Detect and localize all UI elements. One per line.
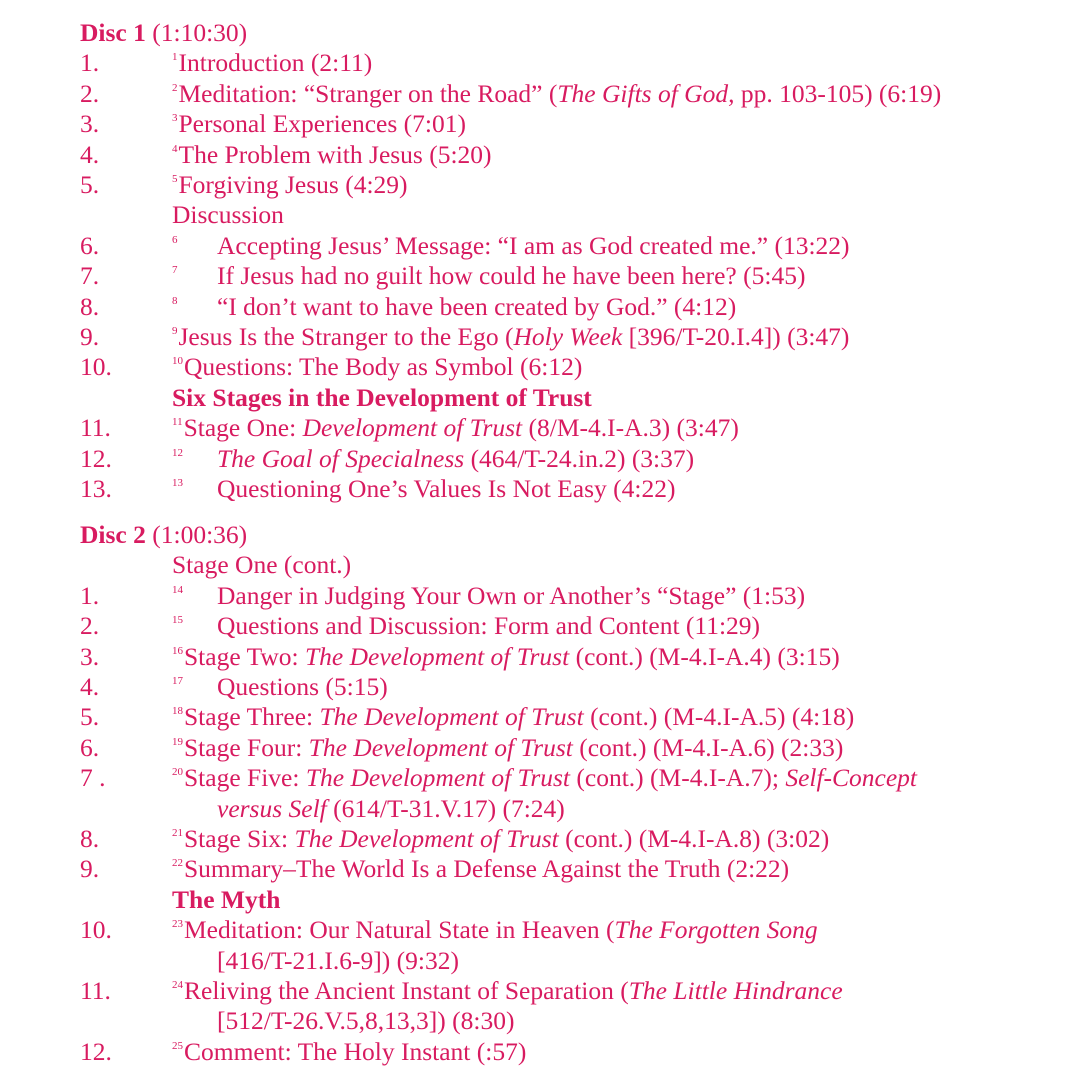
disc-header-label [80,18,247,48]
track-row [80,976,1060,1006]
track-continuation [80,1006,1060,1036]
italic-title: The Development of Trust [305,641,570,671]
track-number: 2. [80,611,100,641]
section-heading [80,885,1060,915]
italic-title: The Goal of Specialness [217,443,465,473]
disc-duration: (1:00:36) [152,520,248,549]
text-segment: Meditation: Our Natural State in Heaven ( [184,915,615,945]
track-row [80,444,1060,474]
track-row [80,170,1060,200]
track-number: 6. [80,230,100,260]
text-segment: (cont.) (M-4.I-A.8) (3:02) [558,824,830,853]
text-segment: Questioning One’s Values Is Not Easy (4:22) [217,474,676,503]
track-index: 9 [172,325,178,337]
text-segment: Jesus Is the Stranger to the Ego ( [178,322,514,351]
track-row [80,352,1060,382]
disc-title: Disc 1 [80,18,146,47]
track-number: 1. [80,48,100,78]
track-continuation [80,946,1060,976]
track-number: 7. [80,261,100,291]
track-number: 12. [80,443,112,473]
track-number: 10. [80,352,112,382]
text-segment: Questions (5:15) [217,672,388,701]
text-segment: Comment: The Holy Instant (:57) [184,1036,527,1066]
track-row [80,763,1060,793]
disc-header [80,18,1060,48]
text-segment: Stage Five: [184,763,306,793]
text-segment: [512/T-26.V.5,8,13,3]) (8:30) [217,1006,515,1036]
track-index: 21 [172,827,183,839]
text-segment: Stage Six: [184,824,295,853]
italic-title: versus Self [217,793,327,823]
track-row [80,231,1060,261]
track-title [172,474,675,509]
track-number: 9. [80,854,100,884]
track-number: 4. [80,672,100,701]
track-index: 12 [172,446,183,459]
track-number: 2. [80,78,100,108]
track-index: 13 [172,477,183,489]
track-index: 10 [172,355,183,368]
track-row [80,702,1060,732]
text-segment: [396/T-20.I.4]) (3:47) [622,322,850,351]
track-row [80,824,1060,854]
track-number: 7 . [80,763,106,793]
track-index: 25 [172,1039,183,1052]
track-title-continued [217,946,459,976]
track-title-continued [217,794,565,824]
track-number: 3. [80,109,100,139]
track-index: 23 [172,918,183,931]
track-index: 17 [172,675,183,687]
text-segment: (464/T-24.in.2) (3:37) [464,443,695,473]
disc-title: Disc 2 [80,520,146,549]
text-segment: Personal Experiences (7:01) [178,109,466,139]
track-index: 11 [172,416,183,429]
subheading [80,550,1060,580]
track-number: 10. [80,915,112,945]
text-segment: (cont.) (M-4.I-A.6) (2:33) [572,732,844,762]
track-index: 22 [172,857,183,870]
text-segment: Introduction (2:11) [178,48,373,78]
track-number: 8. [80,291,100,321]
text-segment: Questions: The Body as Symbol (6:12) [184,352,583,382]
track-index: 1 [172,51,178,64]
disc-duration: (1:10:30) [152,18,248,47]
track-number: 8. [80,824,100,853]
track-row [80,733,1060,763]
track-index: 6 [172,233,178,246]
track-continuation [80,794,1060,824]
track-row [80,48,1060,78]
track-row [80,915,1060,945]
track-row [80,140,1060,170]
track-index: 16 [172,644,183,657]
track-index: 8 [172,294,178,307]
track-number: 12. [80,1036,112,1066]
track-index: 20 [172,766,183,779]
text-segment: If Jesus had no guilt how could he have been here? (5:45) [217,261,806,291]
text-segment: Stage Three: [184,702,320,732]
track-number: 5. [80,702,100,732]
italic-title: The Development of Trust [319,702,584,732]
track-row [80,1037,1060,1067]
italic-title: The Development of Trust [294,824,559,853]
italic-title: The Development of Trust [305,763,571,793]
text-segment: (614/T-31.V.17) (7:24) [326,793,565,823]
track-index: 14 [172,583,183,596]
track-row [80,672,1060,702]
subheading-text: Discussion [172,200,284,230]
text-segment: Stage Two: [184,641,305,671]
track-index: 15 [172,614,183,627]
track-index: 2 [172,81,178,94]
subheading-text: Stage One (cont.) [172,550,352,580]
track-index: 7 [172,264,178,277]
track-index: 19 [172,735,183,748]
text-segment: Meditation: “Stranger on the Road” ( [178,78,558,108]
italic-title: The Forgotten Song [614,915,818,945]
text-segment: “I don’t want to have been created by God.” (4:12) [217,291,737,321]
text-segment: (cont.) (M-4.I-A.4) (3:15) [569,641,840,671]
track-row [80,413,1060,443]
italic-title: The Little Hindrance [628,976,843,1005]
track-number: 1. [80,580,100,610]
section-heading-text: Six Stages in the Development of Trust [172,382,592,412]
text-segment: [416/T-21.I.6-9]) (9:32) [217,945,459,975]
track-row [80,474,1060,504]
text-segment: Summary–The World Is a Defense Against the Truth (2:22) [184,854,790,884]
disc-header [80,520,1060,550]
text-segment: Forgiving Jesus (4:29) [178,170,408,199]
track-title [172,1037,526,1072]
track-row [80,109,1060,139]
text-segment: (cont.) (M-4.I-A.5) (4:18) [583,702,855,732]
track-title-continued [217,1006,514,1036]
text-segment: (cont.) (M-4.I-A.7); [570,763,786,793]
track-index: 18 [172,705,183,718]
disc-header-label [80,520,247,550]
track-index: 24 [172,979,183,991]
track-number: 6. [80,732,100,762]
track-number: 9. [80,322,100,351]
track-row [80,79,1060,109]
track-row [80,581,1060,611]
track-index: 4 [172,142,178,155]
track-number: 3. [80,641,100,671]
section-heading [80,383,1060,413]
track-number: 13. [80,474,112,503]
text-segment: pp. 103-105) (6:19) [734,78,942,108]
text-segment: (8/M-4.I-A.3) (3:47) [522,413,739,443]
track-index: 3 [172,112,178,125]
italic-title: Holy Week [513,322,623,351]
track-number: 11. [80,976,111,1005]
text-segment: Reliving the Ancient Instant of Separation ( [184,976,629,1005]
track-row [80,854,1060,884]
track-row [80,322,1060,352]
track-index: 5 [172,173,178,185]
italic-title: Development of Trust [302,413,523,443]
text-segment: Danger in Judging Your Own or Another’s “Stage” (1:53) [217,580,806,610]
subheading [80,200,1060,230]
track-number: 4. [80,139,100,169]
text-segment: The Problem with Jesus (5:20) [178,139,492,169]
track-row [80,611,1060,641]
text-segment: Stage One: [183,413,303,443]
italic-title: The Gifts of God, [557,78,735,108]
text-segment: Accepting Jesus’ Message: “I am as God created me.” (13:22) [217,230,850,260]
italic-title: The Development of Trust [308,732,573,762]
track-row [80,261,1060,291]
text-segment: Questions and Discussion: Form and Content (11:29) [217,611,761,641]
track-row [80,642,1060,672]
italic-title: Self-Concept [785,763,918,793]
text-segment: Stage Four: [184,732,309,762]
track-number: 11. [80,413,111,443]
track-row [80,292,1060,322]
track-number: 5. [80,170,100,199]
section-heading-text: The Myth [172,884,281,914]
